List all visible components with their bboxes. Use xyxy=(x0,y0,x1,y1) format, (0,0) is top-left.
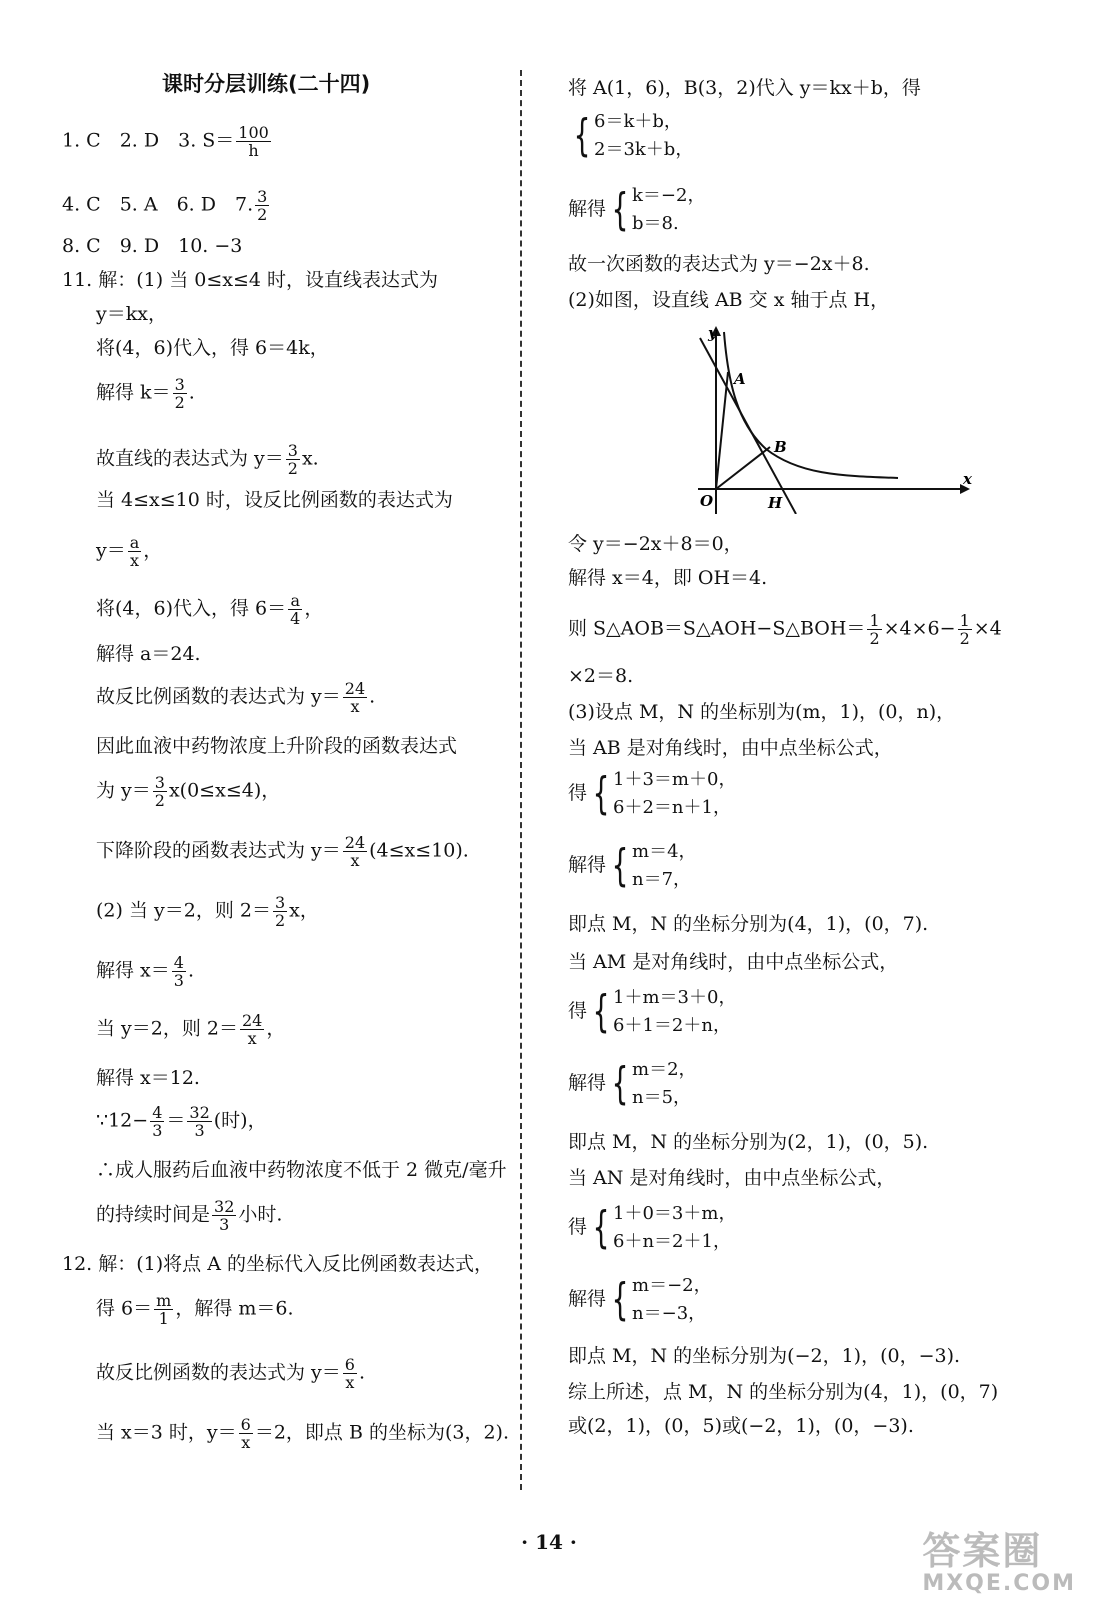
q11-line: 解得 x＝12. xyxy=(96,1067,200,1089)
q12-line: 当 AN 是对角线时，由中点坐标公式， xyxy=(568,1167,896,1189)
label-x: x xyxy=(963,470,972,488)
equation-system: 解得 { m＝−2， n＝−3， xyxy=(568,1272,712,1328)
q12-line: 故一次函数的表达式为 y＝−2x＋8. xyxy=(568,253,870,275)
equation-row: b＝8. xyxy=(632,213,679,234)
q11-line: 当 y＝2，则 2＝ $\frac{24}{x}$ ， xyxy=(96,1011,286,1048)
answer-text: 1. C 2. D 3. S＝ xyxy=(62,129,235,152)
page-number: · 14 · xyxy=(521,1530,577,1554)
q11-line: 11. 解：(1) 当 0≤x≤4 时，设直线表达式为 xyxy=(62,269,439,291)
segment-oa xyxy=(716,372,728,489)
q11-line: 故反比例函数的表达式为 y＝ $\frac{24}{x}$ . xyxy=(96,679,376,716)
column-divider xyxy=(520,70,522,1490)
equation-system: 解得 { m＝4， n＝7， xyxy=(568,838,697,894)
q12-line: 令 y＝−2x＋8＝0， xyxy=(568,533,743,555)
equation-row: m＝2， xyxy=(632,1059,697,1080)
q11-line: 因此血液中药物浓度上升阶段的函数表达式 xyxy=(96,735,458,757)
q11-line: 故直线的表达式为 y＝ $\frac{3}{2}$ x. xyxy=(96,441,319,478)
answer-text: 4. C 5. A 6. D 7. xyxy=(62,193,254,216)
equation-row: n＝5， xyxy=(632,1087,692,1108)
q11-line: 的持续时间是 $\frac{32}{3}$ 小时. xyxy=(96,1197,283,1234)
line-ab xyxy=(700,338,796,514)
equation-row: n＝7， xyxy=(632,869,692,890)
label-h: H xyxy=(768,494,783,512)
q12-line: 当 x＝3 时，y＝ $\frac{6}{x}$ ＝2，即点 B 的坐标为(3，2). xyxy=(96,1415,509,1452)
fraction: $\frac{100}{h}$ xyxy=(238,123,269,160)
label-o: O xyxy=(700,492,714,510)
q12-line: 12. 解：(1)将点 A 的坐标代入反比例函数表达式， xyxy=(62,1253,493,1275)
q12-line: 将 A(1，6)，B(3，2)代入 y＝kx＋b，得 xyxy=(568,77,921,99)
equation-rows xyxy=(632,182,705,238)
q12-line: (3)设点 M，N 的坐标别为(m，1)，(0，n)， xyxy=(568,701,956,723)
q11-line: 解得 x＝ $\frac{4}{3}$ . xyxy=(96,953,194,990)
answer-row-3: 8. C 9. D 10. −3 xyxy=(62,235,243,257)
q11-line: (2) 当 y＝2，则 2＝ $\frac{3}{2}$ x， xyxy=(96,893,319,930)
function-graph-figure xyxy=(688,324,978,514)
q12-line: 即点 M，N 的坐标分别为(2，1)，(0，5). xyxy=(568,1131,929,1153)
equation-row: m＝−2， xyxy=(632,1275,712,1296)
q12-line: 得 6＝ $\frac{m}{1}$ ，解得 m＝6. xyxy=(96,1291,294,1328)
q12-line: 综上所述，点 M，N 的坐标分别为(4，1)，(0，7) xyxy=(568,1381,999,1403)
label-b: B xyxy=(774,438,787,456)
fraction: $\frac{3}{2}$ xyxy=(257,187,268,224)
q12-line: 当 AB 是对角线时，由中点坐标公式， xyxy=(568,737,893,759)
q12-line: 即点 M，N 的坐标分别为(−2，1)，(0，−3). xyxy=(568,1345,961,1367)
q12-line: (2)如图，设直线 AB 交 x 轴于点 H， xyxy=(568,289,890,311)
page-title: 课时分层训练(二十四) xyxy=(162,72,371,96)
q11-line: 解得 a＝24. xyxy=(96,643,201,665)
q11-line: y＝ $\frac{a}{x}$ ， xyxy=(96,533,163,570)
equation-row: 6＋1＝2＋n， xyxy=(613,1015,731,1036)
equation-row: 6＋n＝2＋1， xyxy=(613,1231,731,1252)
equation-rows xyxy=(594,108,693,164)
equation-system: 解得 { m＝2， n＝5， xyxy=(568,1056,697,1112)
equation-system: 得 { 1＋3＝m＋0， 6＋2＝n＋1， xyxy=(568,766,736,822)
q11-line: ∵12− $\frac{4}{3}$ ＝ $\frac{32}{3}$ (时)， xyxy=(96,1103,267,1140)
equation-system: 解得 { k＝−2， b＝8. xyxy=(568,182,705,238)
q12-line: 当 AM 是对角线时，由中点坐标公式， xyxy=(568,951,899,973)
answer-row-1 xyxy=(62,124,273,159)
equation-row: m＝4， xyxy=(632,841,697,862)
q11-line: 将(4，6)代入，得 6＝4k， xyxy=(96,337,329,359)
equation-system: 得 { 1＋0＝3＋m， 6＋n＝2＋1， xyxy=(568,1200,736,1256)
equation-row: n＝−3， xyxy=(632,1303,707,1324)
q11-line: ∴成人服药后血液中药物浓度不低于 2 微克/毫升 xyxy=(96,1159,507,1181)
q12-line: 解得 x＝4，即 OH＝4. xyxy=(568,567,768,589)
equation-row: 1＋3＝m＋0， xyxy=(613,769,737,790)
q12-line: 故反比例函数的表达式为 y＝ $\frac{6}{x}$ . xyxy=(96,1355,366,1392)
equation-row: 1＋m＝3＋0， xyxy=(613,987,737,1008)
hyperbola-curve xyxy=(724,332,898,478)
q11-line: 解得 k＝ $\frac{3}{2}$ . xyxy=(96,375,195,412)
equation-system: 得 { 1＋m＝3＋0， 6＋1＝2＋n， xyxy=(568,984,736,1040)
q11-line: 为 y＝ $\frac{3}{2}$ x(0≤x≤4)， xyxy=(96,773,281,810)
equation-row: k＝−2， xyxy=(632,185,706,206)
segment-ob xyxy=(716,447,770,489)
equation-row: 6＋2＝n＋1， xyxy=(613,797,731,818)
answer-row-2 xyxy=(62,188,271,223)
q12-line: 则 S△AOB＝S△AOH−S△BOH＝ $\frac{1}{2}$ ×4×6− $\frac{1}{2}$ ×4 xyxy=(568,611,1002,648)
equation-row: 1＋0＝3＋m， xyxy=(613,1203,737,1224)
equation-row: 2＝3k＋b， xyxy=(594,139,694,160)
q11-line: 将(4，6)代入，得 6＝ $\frac{a}{4}$ ， xyxy=(96,591,324,628)
q11-line: 下降阶段的函数表达式为 y＝ $\frac{24}{x}$ (4≤x≤10). xyxy=(96,833,469,870)
equation-system: { 6＝k＋b， 2＝3k＋b， xyxy=(568,108,693,164)
q12-line: 即点 M，N 的坐标分别为(4，1)，(0，7). xyxy=(568,913,929,935)
q11-line: y＝kx， xyxy=(96,303,167,325)
q12-line: ×2＝8. xyxy=(568,665,634,687)
label-y: y xyxy=(708,324,717,342)
q12-line: 或(2，1)，(0，5)或(−2，1)，(0，−3). xyxy=(568,1415,914,1437)
watermark-logo: 答案圈 MXQE.COM xyxy=(922,1529,1076,1596)
q11-line: 当 4≤x≤10 时，设反比例函数的表达式为 xyxy=(96,489,453,511)
label-a: A xyxy=(734,370,746,388)
equation-row: 6＝k＋b， xyxy=(594,111,682,132)
